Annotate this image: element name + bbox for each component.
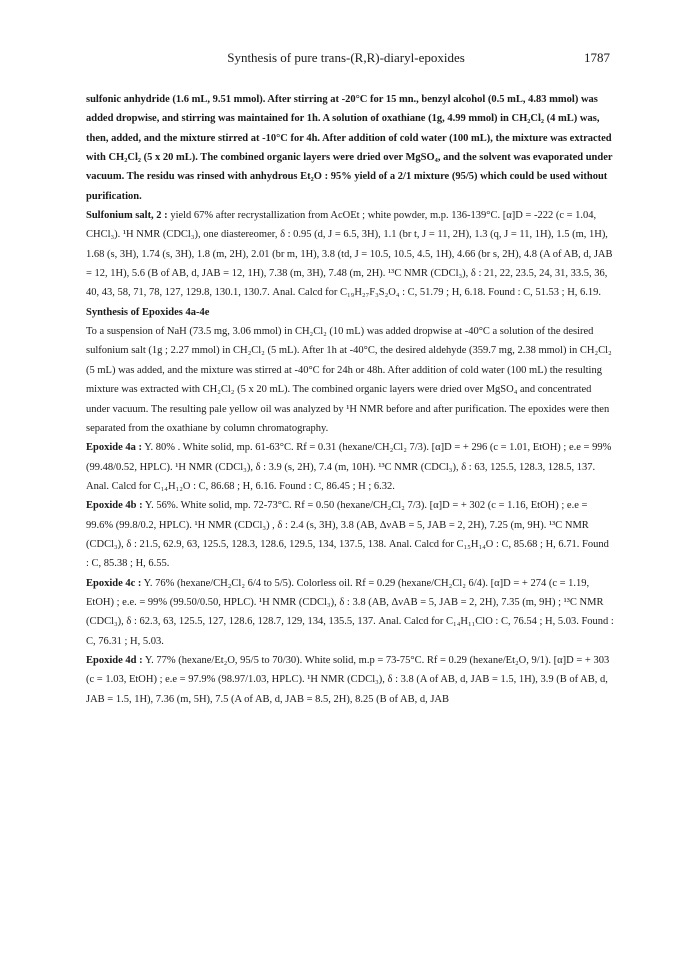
paragraph-epoxide-4c	[86, 574, 614, 651]
paragraph-epoxide-4a	[86, 438, 614, 496]
running-title: Synthesis of pure trans-(R,R)-diaryl-epoxides	[227, 50, 465, 65]
epoxide-4c-text: Y. 76% (hexane/CH₂Cl₂ 6/4 to 5/5). Colorless oil. Rf = 0.29 (hexane/CH₂Cl₂ 6/4). [α]D = + 274 (c = 1.19, EtOH) ; e.e. = 99% (99.50/0.50, HPLC). ¹H NMR (CDCl₃), δ : 3.8 (AB, ΔνAB = 5, JAB = 2, 2H), 7.35 (m, 9H) ; ¹³C NMR (CDCl₃), δ : 62.3, 63, 125.5, 127, 128.6, 128.7, 129, 134, 135.5, 137. Anal. Calcd for C₁₄H₁₁ClO : C, 76.54 ; H, 5.03. Found : C, 76.31 ; H, 5.03.	[86, 577, 614, 647]
section-heading: Synthesis of Epoxides 4a-4e	[86, 306, 210, 318]
sulfonium-salt-text: yield 67% after recrystallization from AcOEt ; white powder, m.p. 136-139°C. [α]D = -222 (c = 1.04, CHCl₃). ¹H NMR (CDCl₃), one diastereomer, δ : 0.95 (d, J = 6.5, 3H), 1.1 (br t, J = 11, 2H), 1.3 (q, J = 11, 1H), 1.5 (m, 1H), 1.68 (s, 3H), 1.74 (s, 3H), 1.8 (m, 2H), 2.01 (br m, 1H), 3.8 (td, J = 10.5, 10.5, 4.5, 1H), 4.66 (br s, 2H), 4.8 (A of AB, d, JAB = 12, 1H), 5.6 (B of AB, d, JAB = 12, 1H), 7.38 (m, 3H), 7.48 (m, 2H). ¹³C NMR (CDCl₃), δ : 21, 22, 23.5, 24, 31, 33.5, 36, 40, 43, 58, 71, 78, 127, 129.8, 130.1, 130.7. Anal. Calcd for C₁₉H₂₇F₃S₂O₄ : C, 51.79 ; H, 6.18. Found : C, 51.53 ; H, 6.19.	[86, 210, 613, 299]
epoxide-4c-label: Epoxide 4c :	[86, 577, 142, 589]
paragraph-epoxide-4b	[86, 496, 614, 573]
paragraph-sulfonic-continued: sulfonic anhydride (1.6 mL, 9.51 mmol). After stirring at -20°C for 15 mn., benzyl alcohol (0.5 mL, 4.83 mmol) was added dropwise, and stirring was maintained for 1h. A solution of oxathiane (1g, 4.99 mmol) in CH₂Cl₂ (4 mL) was, then, added, and the mixture stirred at -10°C for 4h. After addition of cold water (100 mL), the mixture was extracted with CH₂Cl₂ (5 x 20 mL). The combined organic layers were dried over MgSO₄, and the solvent was evaporated under vacuum. The residu was rinsed with anhydrous Et₂O : 95% yield of a 2/1 mixture (95/5) which could be used without purification.	[86, 94, 613, 202]
paragraph-synthesis-procedure: To a suspension of NaH (73.5 mg, 3.06 mmol) in CH₂Cl₂ (10 mL) was added dropwise at -40°C a solution of the desired sulfonium salt (1g ; 2.27 mmol) in CH₂Cl₂ (5 mL). After 1h at -40°C, the desired aldehyde (359.7 mg, 2.38 mmol) in CH₂Cl₂ (5 mL) was added, and the mixture was stirred at -40°C for 24h or 48h. After addition of cold water (100 mL) the resulting mixture was extracted with CH₂Cl₂ (5 x 20 mL). The combined organic layers were dried over MgSO₄ and concentrated under vacuum. The resulting pale yellow oil was analyzed by ¹H NMR before and after purification. The epoxides were then separated from the oxathiane by column chromatography.	[86, 326, 612, 434]
epoxide-4b-text: Y. 56%. White solid, mp. 72-73°C. Rf = 0.50 (hexane/CH₂Cl₂ 7/3). [α]D = + 302 (c = 1.16, EtOH) ; e.e = 99.6% (99.8/0.2, HPLC). ¹H NMR (CDCl₃) , δ : 2.4 (s, 3H), 3.8 (AB, ΔνAB = 5, JAB = 2, 2H), 7.25 (m, 9H). ¹³C NMR (CDCl₃), δ : 21.5, 62.9, 63, 125.5, 128.3, 128.6, 129.5, 134, 137.5, 138. Anal. Calcd for C₁₅H₁₄O : C, 85.68 ; H, 6.71. Found : C, 85.38 ; H, 6.55.	[86, 500, 609, 570]
paragraph-sulfonium-salt	[86, 206, 614, 303]
epoxide-4d-text: Y. 77% (hexane/Et₂O, 95/5 to 70/30). White solid, m.p = 73-75°C. Rf = 0.29 (hexane/Et₂O, 9/1). [α]D = + 303 (c = 1.03, EtOH) ; e.e = 97.9% (98.97/1.03, HPLC). ¹H NMR (CDCl₃), δ : 3.8 (A of AB, d, JAB = 1.5, 1H), 3.9 (B of AB, d, JAB = 1.5, 1H), 7.36 (m, 5H), 7.5 (A of AB, d, JAB = 8.5, 2H), 8.25 (B of AB, d, JAB	[86, 654, 610, 705]
body-text	[86, 90, 614, 709]
sulfonium-salt-label: Sulfonium salt, 2 :	[86, 210, 168, 222]
epoxide-4a-text: Y. 80% . White solid, mp. 61-63°C. Rf = 0.31 (hexane/CH₂Cl₂ 7/3). [α]D = + 296 (c = 1.01, EtOH) ; e.e = 99% (99.48/0.52, HPLC). ¹H NMR (CDCl₃), δ : 3.9 (s, 2H), 7.4 (m, 10H). ¹³C NMR (CDCl₃), δ : 63, 125.5, 128.3, 128.5, 137. Anal. Calcd for C₁₄H₁₂O : C, 86.68 ; H, 6.16. Found : C, 86.45 ; H ; 6.32.	[86, 442, 612, 492]
running-head	[0, 50, 692, 68]
epoxide-4d-label: Epoxide 4d :	[86, 654, 143, 666]
epoxide-4b-label: Epoxide 4b :	[86, 500, 143, 512]
page-number: 1787	[584, 50, 610, 65]
paragraph-epoxide-4d	[86, 651, 614, 709]
epoxide-4a-label: Epoxide 4a :	[86, 442, 143, 454]
